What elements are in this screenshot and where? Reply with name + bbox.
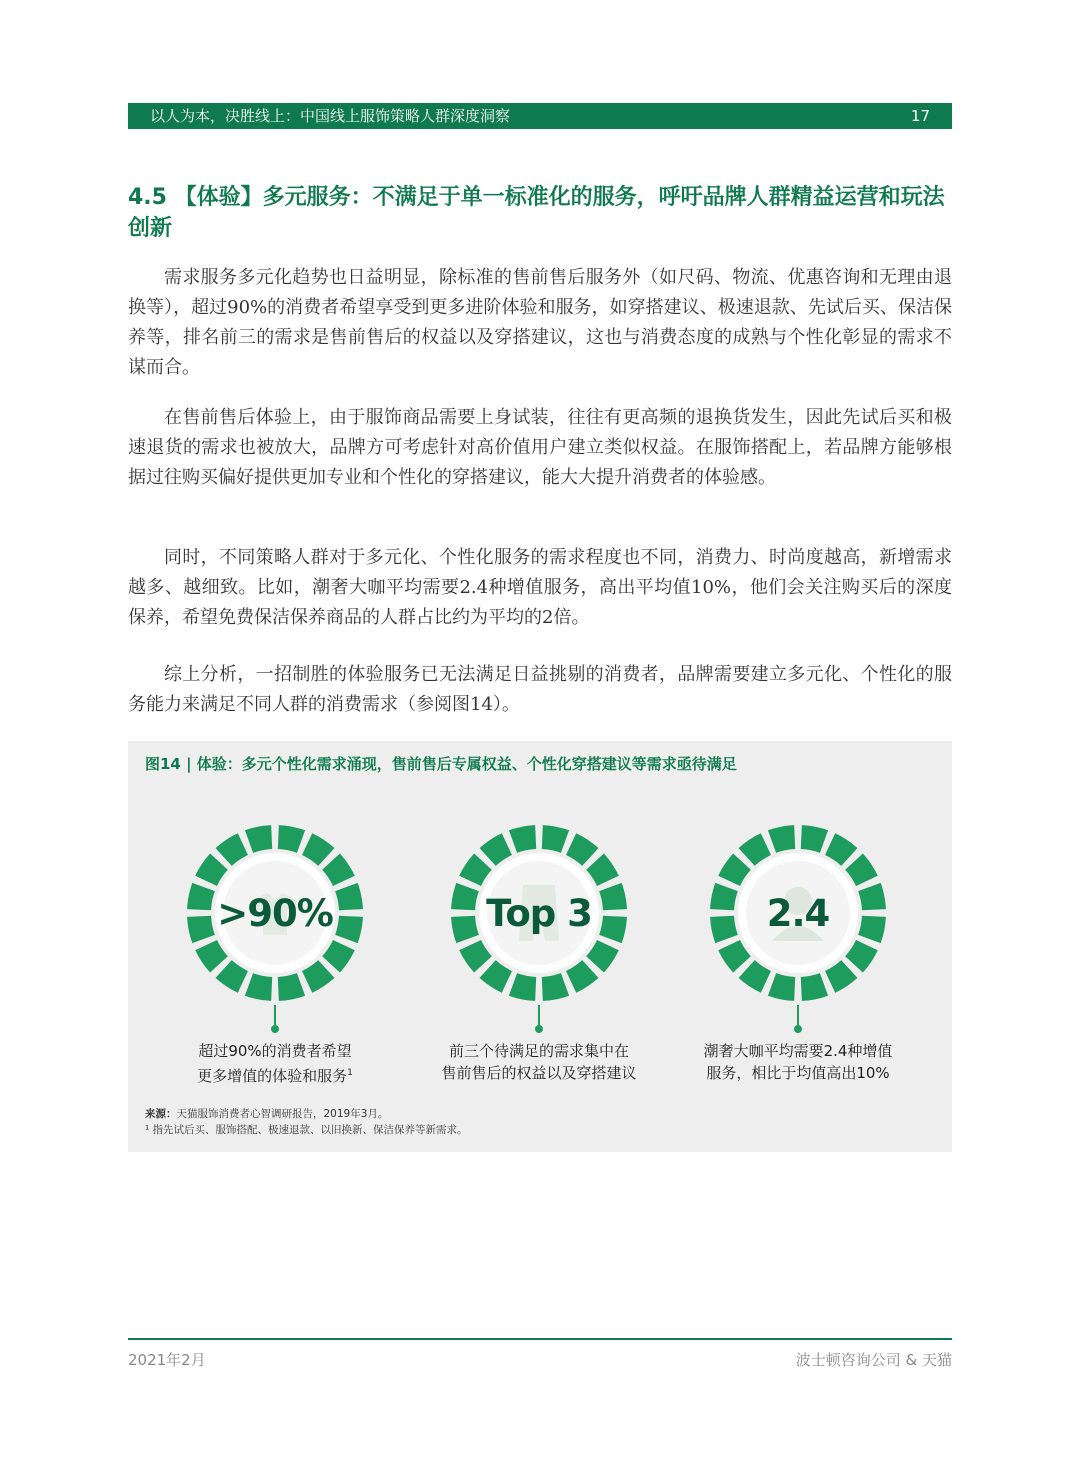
footer-date: 2021年2月 bbox=[128, 1351, 206, 1369]
stat-card-2 bbox=[392, 821, 656, 1091]
footer-publisher: 波士顿咨询公司 & 天猫 bbox=[795, 1351, 952, 1369]
caption-text: 更多增值的体验和服务 bbox=[197, 1067, 348, 1085]
source-text: 天猫服饰消费者心智调研报告，2019年3月。 bbox=[176, 1108, 389, 1120]
stat-caption bbox=[392, 1040, 686, 1084]
connector-dot bbox=[794, 1025, 802, 1033]
stat-card-1 bbox=[128, 821, 392, 1091]
paragraph-4: 综上分析，一招制胜的体验服务已无法满足日益挑剔的消费者，品牌需要建立多元化、个性化的服务能力来满足不同人群的消费需求（参阅图14）。 bbox=[128, 664, 952, 715]
stat-value: 2.4 bbox=[766, 891, 830, 935]
caption-line bbox=[128, 1062, 422, 1087]
header-title: 以人为本，决胜线上：中国线上服饰策略人群深度洞察 bbox=[150, 107, 511, 125]
source-line bbox=[145, 1106, 468, 1122]
page-number: 17 bbox=[910, 107, 930, 125]
paragraph-2: 在售前售后体验上，由于服饰商品需要上身试装，往往有更高频的退换货发生，因此先试后买和极速退货的需求也被放大，品牌方可考虑针对高价值用户建立类似权益。在服饰搭配上，若品牌方能够根据过往购买偏好提供更加专业和个性化的穿搭建议，能大大提升消费者的体验感。 bbox=[128, 407, 952, 488]
section-title: 4.5 【体验】多元服务：不满足于单一标准化的服务，呼吁品牌人群精益运营和玩法创新 bbox=[128, 185, 945, 241]
stat-card-3 bbox=[651, 821, 915, 1091]
caption-line: 潮奢大咖平均需要2.4种增值 bbox=[703, 1042, 893, 1060]
stat-value: Top 3 bbox=[486, 891, 592, 935]
footnote-mark: 1 bbox=[347, 1068, 353, 1078]
connector-dot bbox=[535, 1025, 543, 1033]
connector-dot bbox=[271, 1025, 279, 1033]
stat-caption bbox=[128, 1040, 422, 1087]
figure-14 bbox=[128, 741, 952, 1152]
caption-line: 超过90%的消费者希望 bbox=[198, 1042, 352, 1060]
footer-divider bbox=[128, 1338, 952, 1340]
header-bar bbox=[128, 103, 952, 129]
caption-line: 售前售后的权益以及穿搭建议 bbox=[441, 1064, 637, 1082]
figure-notes bbox=[145, 1106, 468, 1138]
caption-line: 前三个待满足的需求集中在 bbox=[448, 1042, 629, 1060]
stat-value: >90% bbox=[217, 891, 333, 935]
footnote: ¹ 指先试后买、服饰搭配、极速退款、以旧换新、保洁保养等新需求。 bbox=[145, 1124, 468, 1136]
figure-title: 图14 | 体验：多元个性化需求涌现，售前售后专属权益、个性化穿搭建议等需求亟待满足 bbox=[145, 755, 737, 773]
paragraph-3: 同时，不同策略人群对于多元化、个性化服务的需求程度也不同，消费力、时尚度越高，新增需求越多、越细致。比如，潮奢大咖平均需要2.4种增值服务，高出平均值10%，他们会关注购买后的深度保养，希望免费保洁保养商品的人群占比约为平均的2倍。 bbox=[128, 547, 952, 628]
caption-line: 服务，相比于均值高出10% bbox=[706, 1064, 890, 1082]
source-label: 来源： bbox=[145, 1108, 177, 1120]
stat-caption bbox=[651, 1040, 945, 1084]
paragraph-1: 需求服务多元化趋势也日益明显，除标准的售前售后服务外（如尺码、物流、优惠咨询和无理由退换等），超过90%的消费者希望享受到更多进阶体验和服务，如穿搭建议、极速退款、先试后买、保洁保养等，排名前三的需求是售前售后的权益以及穿搭建议，这也与消费态度的成熟与个性化彰显的需求不谋而合。 bbox=[128, 267, 952, 378]
